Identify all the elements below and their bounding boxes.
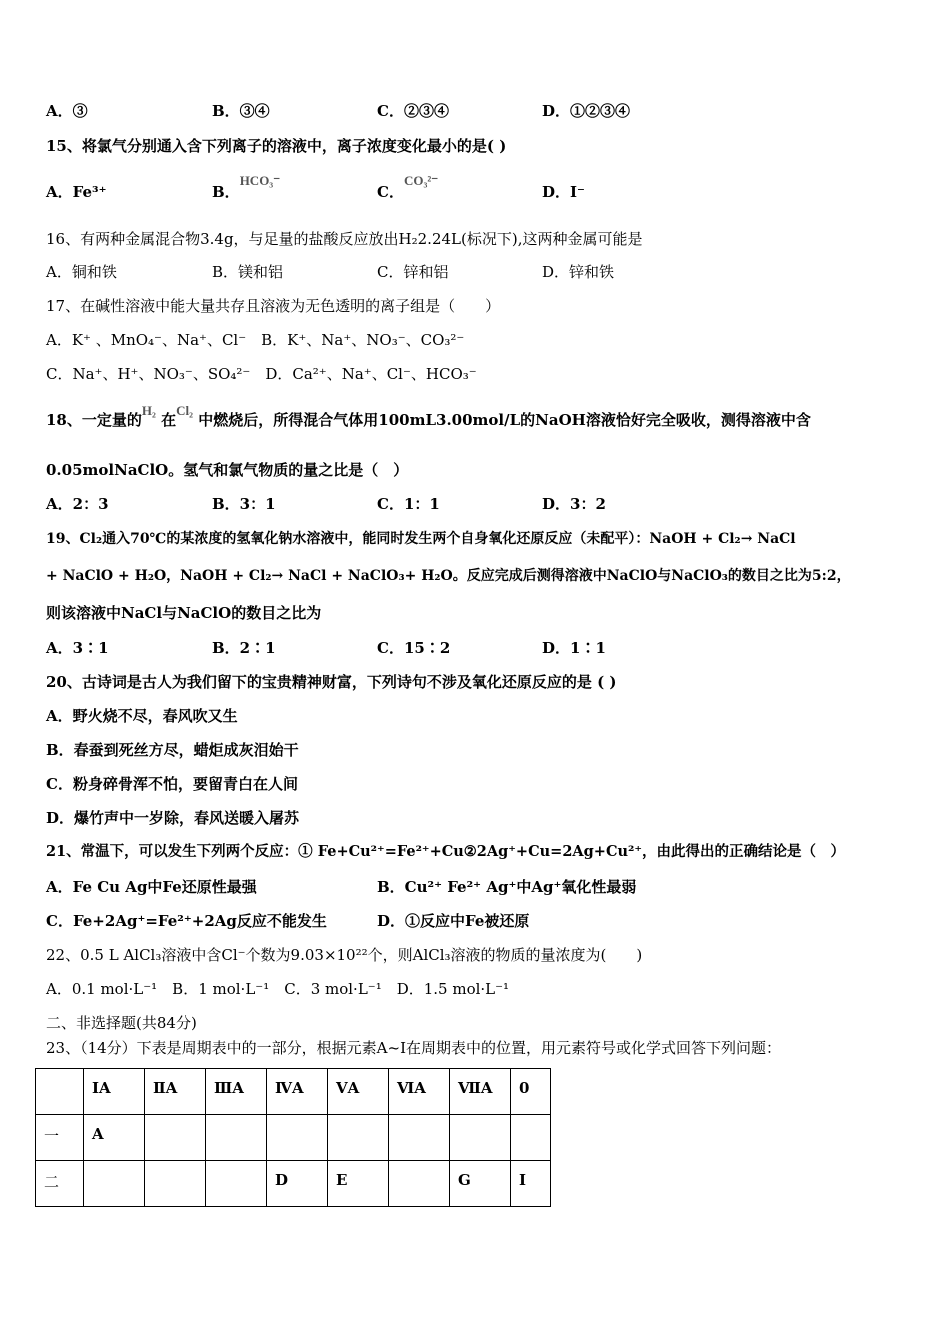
q16-option-d: D．锌和铁 — [542, 263, 615, 281]
q21-option-c: C．Fe+2Ag⁺=Fe²⁺+2Ag反应不能发生 — [46, 912, 327, 930]
q14-option-b: B．③④ — [212, 102, 270, 120]
q21-stem: 21、常温下，可以发生下列两个反应：① Fe+Cu²⁺=Fe²⁺+Cu②2Ag⁺+Cu=2Ag+Cu²⁺，由此得出的正确结论是（ ） — [46, 843, 846, 860]
q21-option-d: D．①反应中Fe被还原 — [377, 912, 530, 930]
q19-stem-line2: + NaClO + H₂O，NaOH + Cl₂→ NaCl + NaClO₃+ H₂O。反应完成后测得溶液中NaClO与NaClO₃的数目之比为5:2， — [46, 568, 851, 584]
table-cell — [389, 1161, 450, 1207]
q19-option-a: A．3∶1 — [46, 639, 109, 657]
table-cell — [511, 1115, 551, 1161]
q15-option-a: A．Fe³⁺ — [46, 183, 107, 201]
table-cell: ⅣA — [267, 1069, 328, 1115]
q18-h2: H₂ — [141, 403, 156, 418]
table-cell: 0 — [511, 1069, 551, 1115]
q15-c-formula: CO₃²⁻ — [403, 173, 439, 188]
q20-option-b: B．春蚕到死丝方尽，蜡炬成灰泪始干 — [46, 741, 299, 759]
q15-b-formula: HCO₃⁻ — [239, 173, 281, 188]
q18-cl2: Cl₂ — [176, 403, 194, 418]
table-cell: ⅦA — [450, 1069, 511, 1115]
q19-option-b: B．2∶1 — [212, 639, 276, 657]
q15-option-c: C．CO₃²⁻ — [377, 173, 439, 201]
q15-option-d: D．I⁻ — [542, 183, 585, 201]
q17-stem: 17、在碱性溶液中能大量共存且溶液为无色透明的离子组是（ ） — [46, 297, 501, 315]
q17-options-line1: A．K⁺ 、MnO₄⁻、Na⁺、Cl⁻ B．K⁺、Na⁺、NO₃⁻、CO₃²⁻ — [46, 331, 465, 349]
q20-option-a: A．野火烧不尽，春风吹又生 — [46, 707, 238, 725]
q20-option-c: C．粉身碎骨浑不怕，要留青白在人间 — [46, 775, 298, 793]
table-cell: ⅥA — [389, 1069, 450, 1115]
table-row — [36, 1115, 551, 1161]
q18-option-b: B．3：1 — [212, 495, 276, 513]
table-cell: 二 — [36, 1161, 84, 1207]
q19-option-d: D．1∶1 — [542, 639, 606, 657]
table-cell — [206, 1115, 267, 1161]
table-cell: ⅡA — [145, 1069, 206, 1115]
q18-option-a: A．2：3 — [46, 495, 109, 513]
q14-option-d: D．①②③④ — [542, 102, 631, 120]
q20-option-d: D．爆竹声中一岁除，春风送暖入屠苏 — [46, 809, 300, 827]
table-cell — [328, 1115, 389, 1161]
table-cell: D — [267, 1161, 328, 1207]
q19-stem-line3: 则该溶液中NaCl与NaClO的数目之比为 — [46, 604, 322, 622]
q16-stem: 16、有两种金属混合物3.4g，与足量的盐酸反应放出H₂2.24L(标况下),这两种金属可能是 — [46, 230, 643, 248]
q14-option-c: C．②③④ — [377, 102, 449, 120]
table-cell — [36, 1069, 84, 1115]
q15-option-b: B．HCO₃⁻ — [212, 173, 281, 201]
q17-options-line2: C．Na⁺、H⁺、NO₃⁻、SO₄²⁻ D．Ca²⁺、Na⁺、Cl⁻、HCO₃⁻ — [46, 365, 477, 383]
table-cell — [145, 1161, 206, 1207]
table-cell: G — [450, 1161, 511, 1207]
table-header-row — [36, 1069, 551, 1115]
table-cell: E — [328, 1161, 389, 1207]
q20-stem: 20、古诗词是古人为我们留下的宝贵精神财富，下列诗句不涉及氧化还原反应的是 ( ) — [46, 673, 617, 691]
table-row — [36, 1161, 551, 1207]
table-cell: ⅤA — [328, 1069, 389, 1115]
table-cell — [145, 1115, 206, 1161]
section-heading: 二、非选择题(共84分) — [46, 1014, 197, 1032]
periodic-table — [35, 1068, 551, 1207]
q14-option-a: A．③ — [46, 102, 88, 120]
table-cell: A — [84, 1115, 145, 1161]
table-cell: 一 — [36, 1115, 84, 1161]
q19-option-c: C．15∶2 — [377, 639, 451, 657]
q18-stem-line2: 0.05molNaClO。氢气和氯气物质的量之比是（ ） — [46, 461, 409, 479]
q16-option-c: C．锌和铝 — [377, 263, 449, 281]
q16-option-a: A．铜和铁 — [46, 263, 117, 281]
table-cell: ⅢA — [206, 1069, 267, 1115]
table-cell: I — [511, 1161, 551, 1207]
table-cell — [84, 1161, 145, 1207]
table-cell — [450, 1115, 511, 1161]
table-cell — [267, 1115, 328, 1161]
table-cell — [389, 1115, 450, 1161]
q18-option-d: D．3：2 — [542, 495, 606, 513]
q21-option-b: B．Cu²⁺ Fe²⁺ Ag⁺中Ag⁺氧化性最弱 — [377, 878, 637, 896]
table-cell — [206, 1161, 267, 1207]
q16-option-b: B．镁和铝 — [212, 263, 284, 281]
q19-stem-line1: 19、Cl₂通入70℃的某浓度的氢氧化钠水溶液中，能同时发生两个自身氧化还原反应（未配平）：NaOH + Cl₂→ NaCl — [46, 531, 796, 547]
q18-option-c: C．1：1 — [377, 495, 440, 513]
q18-stem: 18、一定量的H₂ 在Cl₂ 中燃烧后，所得混合气体用100mL3.00mol/L的NaOH溶液恰好完全吸收，测得溶液中含 — [46, 403, 811, 429]
q22-stem: 22、0.5 L AlCl₃溶液中含Cl⁻个数为9.03×10²²个，则AlCl₃溶液的物质的量浓度为( ) — [46, 946, 643, 964]
table-cell: ⅠA — [84, 1069, 145, 1115]
q23-stem: 23、（14分）下表是周期表中的一部分，根据元素A~I在周期表中的位置，用元素符号或化学式回答下列问题： — [46, 1039, 782, 1057]
q15-stem: 15、将氯气分别通入含下列离子的溶液中，离子浓度变化最小的是( ) — [46, 137, 507, 155]
q21-option-a: A．Fe Cu Ag中Fe还原性最强 — [46, 878, 257, 896]
q22-options: A．0.1 mol·L⁻¹ B．1 mol·L⁻¹ C．3 mol·L⁻¹ D．1.5 mol·L⁻¹ — [46, 980, 510, 998]
